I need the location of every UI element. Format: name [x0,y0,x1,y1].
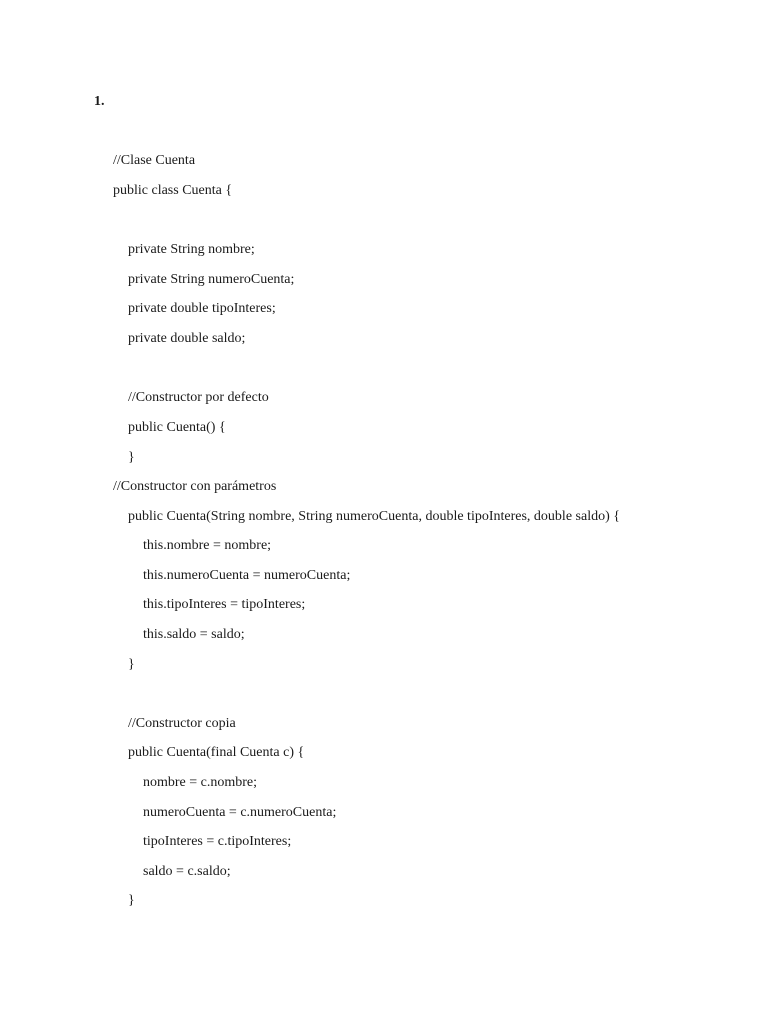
code-line-default-ctor-close: } [128,450,135,465]
code-line-copy-tipointeres: tipoInteres = c.tipoInteres; [143,834,292,849]
code-line-default-ctor: public Cuenta() { [128,420,226,435]
code-line-assign-tipointeres: this.tipoInteres = tipoInteres; [143,597,306,612]
code-line-copy-ctor-close: } [128,893,135,908]
code-line-comment-default-ctor: //Constructor por defecto [128,390,269,405]
list-item-number: 1. [94,94,105,109]
code-line-comment-class: //Clase Cuenta [113,153,196,168]
code-line-param-ctor-close: } [128,657,135,672]
code-line-copy-ctor: public Cuenta(final Cuenta c) { [128,745,305,760]
code-line-param-ctor: public Cuenta(String nombre, String numeroCuenta, double tipoInteres, double saldo) { [128,509,620,524]
code-line-assign-nombre: this.nombre = nombre; [143,538,272,553]
code-line-assign-numerocuenta: this.numeroCuenta = numeroCuenta; [143,568,351,583]
code-line-assign-saldo: this.saldo = saldo; [143,627,245,642]
code-line-field-numerocuenta: private String numeroCuenta; [128,272,295,287]
code-line-class-declaration: public class Cuenta { [113,183,233,198]
code-line-comment-copy-ctor: //Constructor copia [128,716,236,731]
code-line-comment-param-ctor: //Constructor con parámetros [113,479,277,494]
code-line-field-tipointeres: private double tipoInteres; [128,301,276,316]
code-line-copy-saldo: saldo = c.saldo; [143,864,231,879]
code-line-copy-numerocuenta: numeroCuenta = c.numeroCuenta; [143,805,337,820]
code-line-field-nombre: private String nombre; [128,242,255,257]
code-line-field-saldo: private double saldo; [128,331,246,346]
code-line-copy-nombre: nombre = c.nombre; [143,775,258,790]
